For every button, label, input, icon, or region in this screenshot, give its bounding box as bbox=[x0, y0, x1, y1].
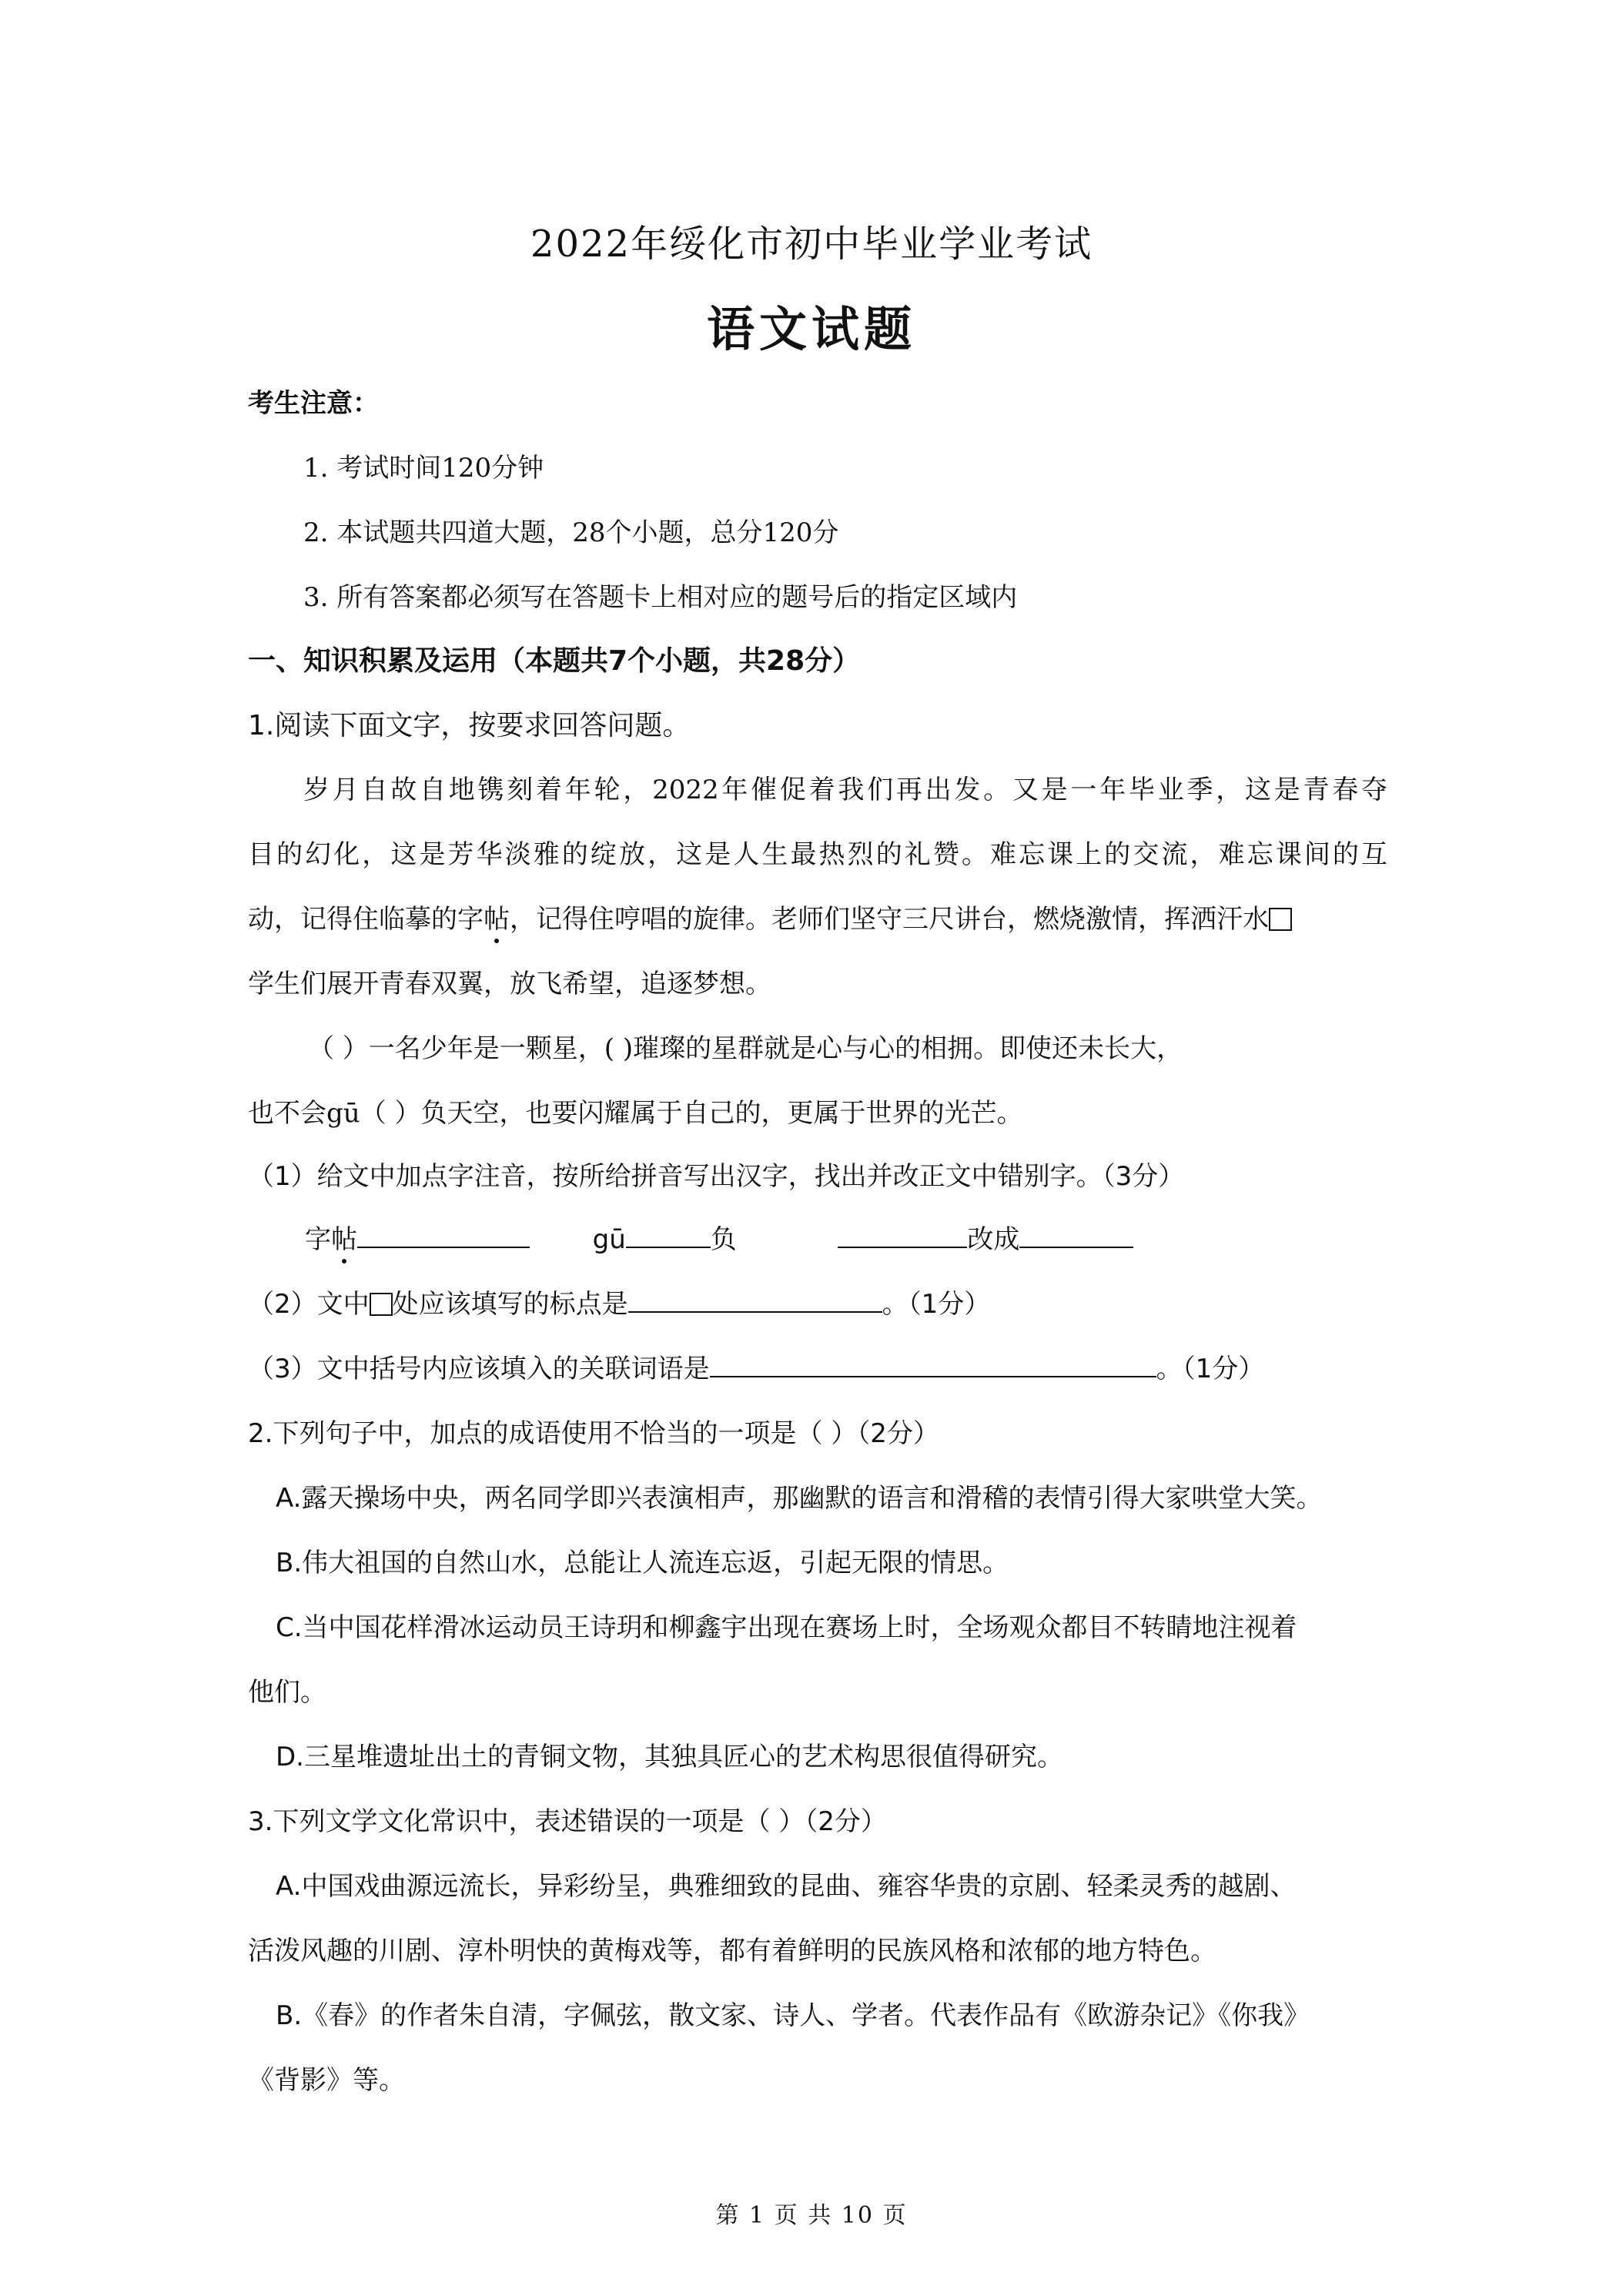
q2-option-c-line-2: 他们。 bbox=[248, 1677, 326, 1708]
q1-passage-line-5-a: （ ）一名少年是一颗星，( bbox=[308, 1033, 615, 1064]
q2-option-a: A.露天操场中央，两名同学即兴表演相声，那幽默的语言和滑稽的表情引得大家哄堂大笑。 bbox=[276, 1483, 1323, 1514]
q1-sub1-answers bbox=[305, 1218, 1133, 1256]
q1-sub3-b: 。（1分） bbox=[1156, 1354, 1265, 1384]
section-1-heading: 一、知识积累及运用（本题共7个小题，共28分） bbox=[248, 645, 861, 677]
q1-passage-line-5 bbox=[308, 1027, 1183, 1065]
sub1-blank-correct-char[interactable] bbox=[1019, 1219, 1133, 1248]
q1-sub1: （1）给文中加点字注音，按所给拼音写出汉字，找出并改正文中错别字。（3分） bbox=[248, 1161, 1185, 1192]
q1-sub3 bbox=[248, 1347, 1264, 1385]
q1-stem: 1.阅读下面文字，按要求回答问题。 bbox=[248, 710, 691, 741]
q2-option-d: D.三星堆遗址出土的青铜文物，其独具匠心的艺术构思很值得研究。 bbox=[276, 1742, 1063, 1772]
q2-stem: 2.下列句子中，加点的成语使用不恰当的一项是（ ）（2分） bbox=[248, 1418, 939, 1449]
q1-passage-line-2: 目的幻化，这是芳华淡雅的绽放，这是人生最热烈的礼赞。难忘课上的交流，难忘课间的互 bbox=[248, 839, 1387, 870]
notice-item-1: 1. 考试时间120分钟 bbox=[303, 453, 544, 484]
notice-item-2: 2. 本试题共四道大题，28个小题，总分120分 bbox=[303, 517, 839, 548]
sub2-blank[interactable] bbox=[628, 1284, 882, 1313]
q3-stem: 3.下列文学文化常识中，表述错误的一项是（ ）（2分） bbox=[248, 1806, 887, 1837]
q1-passage-line-6: 也不会gū（ ）负天空，也要闪耀属于自己的，更属于世界的光芒。 bbox=[248, 1098, 1023, 1129]
q3-option-a-line-1: A.中国戏曲源远流长，异彩纷呈，典雅细致的昆曲、雍容华贵的京剧、轻柔灵秀的越剧、 bbox=[276, 1871, 1297, 1902]
sub1-dotted-char: 帖 bbox=[331, 1218, 357, 1256]
q2-option-c-line-1: C.当中国花样滑冰运动员王诗玥和柳鑫宇出现在赛场上时，全场观众都目不转睛地注视着 bbox=[276, 1612, 1297, 1643]
page-footer: 第 1 页 共 10 页 bbox=[715, 2202, 908, 2229]
subject-title: 语文试题 bbox=[706, 301, 916, 357]
q1-passage-line-1: 岁月自故自地镌刻着年轮，2022年催促着我们再出发。又是一年毕业季，这是青春夺 bbox=[303, 775, 1387, 805]
q1-passage-line-4: 学生们展开青春双翼，放飞希望，追逐梦想。 bbox=[248, 969, 771, 999]
q2-option-b: B.伟大祖国的自然山水，总能让人流连忘返，引起无限的情思。 bbox=[276, 1548, 1009, 1578]
sub1-char-a: 字 bbox=[305, 1224, 331, 1255]
sub1-blank-wrong-char[interactable] bbox=[838, 1219, 967, 1248]
sub1-blank-hanzi[interactable] bbox=[626, 1219, 711, 1248]
q1-sub2-c: 。（1分） bbox=[882, 1289, 991, 1320]
notice-heading: 考生注意： bbox=[248, 388, 379, 419]
q1-sub2 bbox=[248, 1283, 990, 1320]
punctuation-box bbox=[1269, 908, 1292, 931]
sub1-fu: 负 bbox=[710, 1224, 737, 1255]
sub1-blank-zhuyin[interactable] bbox=[357, 1219, 530, 1248]
q1-sub3-a: （3）文中括号内应该填入的关联词语是 bbox=[248, 1354, 710, 1384]
q1-passage-line-3-b: ，记得住哼唱的旋律。老师们坚守三尺讲台，燃烧激情，挥洒汗水 bbox=[510, 904, 1269, 935]
sub1-pinyin: gū bbox=[592, 1224, 626, 1255]
dotted-char-tie: 帖 bbox=[484, 898, 510, 935]
sub3-blank[interactable] bbox=[710, 1348, 1156, 1377]
q3-option-b-line-2: 《背影》等。 bbox=[248, 2065, 405, 2096]
q3-option-a-line-2: 活泼风趣的川剧、淳朴明快的黄梅戏等，都有着鲜明的民族风格和浓郁的地方特色。 bbox=[248, 1936, 1216, 1966]
q1-passage-line-3 bbox=[248, 898, 1292, 935]
q1-sub2-b: 处应该填写的标点是 bbox=[392, 1289, 628, 1320]
q1-passage-line-3-a: 动，记得住临摹的字 bbox=[248, 904, 484, 935]
q1-passage-line-5-b: )璀璨的星群就是心与心的相拥。即使还未长大， bbox=[614, 1033, 1183, 1064]
q1-sub2-a: （2）文中 bbox=[248, 1289, 370, 1320]
sub1-gaicheng: 改成 bbox=[967, 1224, 1020, 1255]
sub2-box bbox=[370, 1293, 393, 1316]
exam-title: 2022年绥化市初中毕业学业考试 bbox=[530, 223, 1093, 266]
notice-item-3: 3. 所有答案都必须写在答题卡上相对应的题号后的指定区域内 bbox=[303, 582, 1018, 613]
q3-option-b-line-1: B.《春》的作者朱自清，字佩弦，散文家、诗人、学者。代表作品有《欧游杂记》《你我》 bbox=[276, 2000, 1310, 2031]
